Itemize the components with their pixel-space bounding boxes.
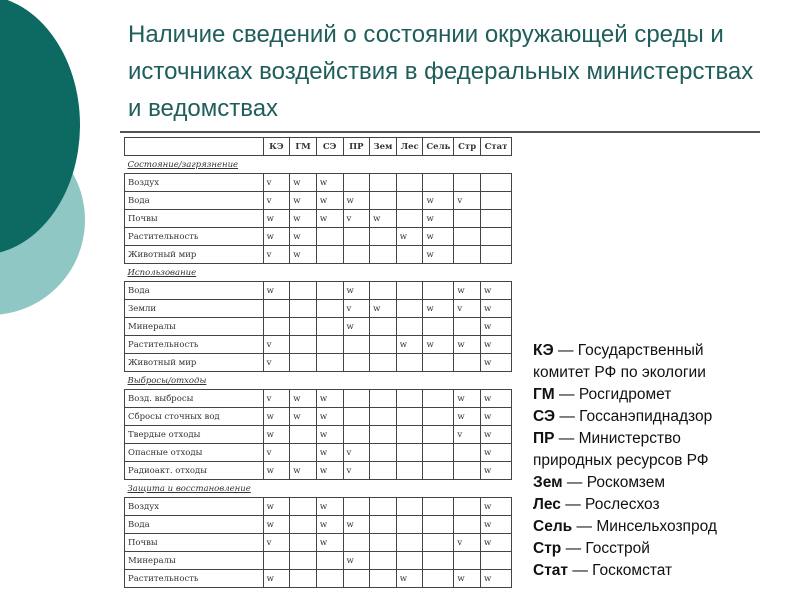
mark-cell: w [454, 570, 481, 588]
mark-cell [480, 228, 511, 246]
table-row [125, 300, 512, 318]
mark-cell [343, 390, 370, 408]
row-label: Минералы [125, 552, 264, 570]
mark-cell: w [480, 282, 511, 300]
table-row [125, 534, 512, 552]
row-label: Вода [125, 282, 264, 300]
row-label: Растительность [125, 570, 264, 588]
mark-cell [396, 300, 423, 318]
row-label: Минералы [125, 318, 264, 336]
mark-cell [396, 408, 423, 426]
header-cell: Лес [396, 138, 423, 156]
table-row [125, 552, 512, 570]
table-row [125, 282, 512, 300]
mark-cell [396, 192, 423, 210]
legend-text: — Росгидромет [559, 386, 672, 403]
legend-text: — Госстрой [565, 540, 650, 557]
legend-line [533, 538, 795, 560]
mark-cell [396, 354, 423, 372]
mark-cell: w [316, 462, 343, 480]
mark-cell [290, 282, 317, 300]
mark-cell [316, 246, 343, 264]
header-cell-empty [125, 138, 264, 156]
table-row [125, 426, 512, 444]
header-cell: КЭ [263, 138, 290, 156]
row-label: Опасные отходы [125, 444, 264, 462]
table-row [125, 462, 512, 480]
mark-cell: w [343, 192, 370, 210]
mark-cell: w [480, 534, 511, 552]
mark-cell: v [343, 300, 370, 318]
table-row [125, 516, 512, 534]
mark-cell [370, 552, 397, 570]
legend-abbr: ГМ [533, 386, 555, 403]
mark-cell: w [316, 390, 343, 408]
mark-cell: w [480, 462, 511, 480]
section-row [125, 480, 512, 498]
mark-cell: v [263, 174, 290, 192]
mark-cell: w [263, 516, 290, 534]
mark-cell [454, 498, 481, 516]
mark-cell [423, 282, 454, 300]
mark-cell: w [423, 228, 454, 246]
mark-cell: w [480, 408, 511, 426]
header-cell: Сель [423, 138, 454, 156]
mark-cell [290, 336, 317, 354]
title-divider [120, 131, 760, 133]
mark-cell [480, 552, 511, 570]
section-row [125, 372, 512, 390]
section-label: Защита и восстановление [125, 480, 512, 498]
mark-cell [454, 354, 481, 372]
mark-cell [370, 390, 397, 408]
legend-line [533, 406, 795, 428]
row-label: Вода [125, 192, 264, 210]
mark-cell [370, 462, 397, 480]
mark-cell: w [480, 318, 511, 336]
legend-abbr: СЭ [533, 408, 556, 425]
section-row [125, 156, 512, 174]
mark-cell: w [316, 210, 343, 228]
mark-cell: v [343, 444, 370, 462]
mark-cell [396, 210, 423, 228]
mark-cell: w [370, 210, 397, 228]
section-row [125, 264, 512, 282]
mark-cell [423, 444, 454, 462]
mark-cell [263, 300, 290, 318]
mark-cell [396, 534, 423, 552]
mark-cell: v [343, 462, 370, 480]
row-label: Возд. выбросы [125, 390, 264, 408]
mark-cell: w [480, 570, 511, 588]
mark-cell: w [480, 426, 511, 444]
table-row [125, 228, 512, 246]
mark-cell: w [423, 210, 454, 228]
mark-cell [370, 426, 397, 444]
mark-cell [343, 174, 370, 192]
mark-cell: w [316, 516, 343, 534]
row-label: Воздух [125, 174, 264, 192]
mark-cell [370, 444, 397, 462]
mark-cell: w [263, 282, 290, 300]
mark-cell: w [396, 228, 423, 246]
mark-cell: w [316, 408, 343, 426]
mark-cell [370, 570, 397, 588]
mark-cell [343, 534, 370, 552]
legend-text: — Рослесхоз [565, 496, 660, 513]
mark-cell: w [454, 390, 481, 408]
mark-cell [290, 534, 317, 552]
mark-cell: v [263, 246, 290, 264]
mark-cell: w [263, 498, 290, 516]
mark-cell: w [480, 300, 511, 318]
mark-cell: w [290, 192, 317, 210]
mark-cell [370, 282, 397, 300]
mark-cell [343, 408, 370, 426]
mark-cell: w [263, 426, 290, 444]
mark-cell [343, 246, 370, 264]
table-row [125, 174, 512, 192]
mark-cell [343, 228, 370, 246]
legend-line [533, 472, 795, 494]
mark-cell: w [316, 534, 343, 552]
mark-cell [423, 516, 454, 534]
table-row [125, 408, 512, 426]
mark-cell: w [263, 408, 290, 426]
mark-cell: v [454, 534, 481, 552]
mark-cell [370, 354, 397, 372]
mark-cell [454, 552, 481, 570]
legend-line [533, 362, 795, 384]
header-cell: Стр [454, 138, 481, 156]
mark-cell: w [343, 516, 370, 534]
table-row [125, 390, 512, 408]
legend-line [533, 560, 795, 582]
mark-cell: w [480, 354, 511, 372]
mark-cell [480, 192, 511, 210]
legend-abbr: Стат [533, 562, 568, 579]
mark-cell: w [396, 570, 423, 588]
row-label: Земли [125, 300, 264, 318]
mark-cell [290, 552, 317, 570]
legend-text: комитет РФ по экологии [533, 364, 706, 381]
mark-cell [370, 246, 397, 264]
mark-cell [343, 498, 370, 516]
row-label: Животный мир [125, 354, 264, 372]
mark-cell [423, 534, 454, 552]
mark-cell [316, 318, 343, 336]
mark-cell: w [454, 408, 481, 426]
mark-cell: v [454, 300, 481, 318]
mark-cell: v [263, 390, 290, 408]
mark-cell: v [263, 192, 290, 210]
mark-cell [423, 408, 454, 426]
mark-cell: w [290, 174, 317, 192]
mark-cell [396, 552, 423, 570]
legend-text: — Министерство [558, 430, 681, 447]
table-row [125, 210, 512, 228]
mark-cell: w [343, 282, 370, 300]
table-row [125, 336, 512, 354]
mark-cell [423, 498, 454, 516]
section-label: Использование [125, 264, 512, 282]
table-header-row [125, 138, 512, 156]
header-cell: Зем [370, 138, 397, 156]
mark-cell: w [290, 390, 317, 408]
row-label: Почвы [125, 534, 264, 552]
header-cell: ГМ [290, 138, 317, 156]
mark-cell: v [454, 426, 481, 444]
mark-cell [370, 174, 397, 192]
row-label: Твердые отходы [125, 426, 264, 444]
mark-cell: w [343, 552, 370, 570]
legend-abbr: ПР [533, 430, 555, 447]
mark-cell [396, 498, 423, 516]
mark-cell [423, 426, 454, 444]
mark-cell [480, 246, 511, 264]
mark-cell [290, 444, 317, 462]
mark-cell [396, 516, 423, 534]
mark-cell: w [263, 228, 290, 246]
mark-cell: v [263, 336, 290, 354]
mark-cell [290, 318, 317, 336]
mark-cell [396, 282, 423, 300]
mark-cell: w [480, 444, 511, 462]
mark-cell: w [316, 426, 343, 444]
legend-text: природных ресурсов РФ [533, 452, 709, 469]
mark-cell [370, 516, 397, 534]
row-label: Воздух [125, 498, 264, 516]
row-label: Растительность [125, 336, 264, 354]
mark-cell [423, 390, 454, 408]
mark-cell: w [396, 336, 423, 354]
mark-cell: w [370, 300, 397, 318]
mark-cell: w [290, 210, 317, 228]
section-label: Выбросы/отходы [125, 372, 512, 390]
mark-cell: w [480, 336, 511, 354]
mark-cell: w [454, 336, 481, 354]
mark-cell: w [423, 336, 454, 354]
table-row [125, 570, 512, 588]
mark-cell [370, 228, 397, 246]
mark-cell: w [290, 462, 317, 480]
table-row [125, 444, 512, 462]
mark-cell: w [263, 462, 290, 480]
mark-cell [370, 534, 397, 552]
mark-cell [480, 174, 511, 192]
mark-cell [396, 426, 423, 444]
mark-cell: w [454, 282, 481, 300]
mark-cell [370, 336, 397, 354]
legend-line [533, 340, 795, 362]
mark-cell [290, 498, 317, 516]
mark-cell [396, 462, 423, 480]
row-label: Сбросы сточных вод [125, 408, 264, 426]
mark-cell [396, 318, 423, 336]
mark-cell [396, 246, 423, 264]
mark-cell [263, 552, 290, 570]
mark-cell [454, 228, 481, 246]
mark-cell [370, 192, 397, 210]
mark-cell: w [290, 228, 317, 246]
legend [533, 340, 795, 582]
mark-cell: v [263, 354, 290, 372]
legend-line [533, 384, 795, 406]
mark-cell [370, 318, 397, 336]
mark-cell: w [263, 210, 290, 228]
mark-cell [423, 552, 454, 570]
mark-cell [316, 228, 343, 246]
header-cell: ПР [343, 138, 370, 156]
mark-cell [343, 336, 370, 354]
slide-title: Наличие сведений о состоянии окружающей среды и источниках воздействия в федеральных министерствах и ведомствах [128, 21, 754, 122]
legend-abbr: Лес [533, 496, 561, 513]
table-row [125, 354, 512, 372]
mark-cell [343, 570, 370, 588]
data-table-container [124, 137, 514, 600]
header-cell: СЭ [316, 138, 343, 156]
mark-cell: w [423, 300, 454, 318]
section-label: Состояние/загрязнение [125, 156, 512, 174]
mark-cell: w [480, 516, 511, 534]
legend-abbr: Стр [533, 540, 562, 557]
legend-abbr: Сель [533, 518, 573, 535]
row-label: Животный мир [125, 246, 264, 264]
mark-cell [396, 390, 423, 408]
mark-cell [454, 210, 481, 228]
mark-cell [370, 408, 397, 426]
legend-text: — Минсельхозпрод [576, 518, 717, 535]
mark-cell [423, 462, 454, 480]
mark-cell [396, 174, 423, 192]
mark-cell [396, 444, 423, 462]
mark-cell: w [316, 192, 343, 210]
mark-cell: w [316, 498, 343, 516]
legend-text: — Госсанэпиднадзор [559, 408, 713, 425]
mark-cell: w [263, 570, 290, 588]
mark-cell [316, 336, 343, 354]
mark-cell: w [290, 246, 317, 264]
mark-cell [423, 354, 454, 372]
row-label: Почвы [125, 210, 264, 228]
mark-cell [480, 210, 511, 228]
row-label: Растительность [125, 228, 264, 246]
mark-cell: w [343, 318, 370, 336]
mark-cell [454, 516, 481, 534]
row-label: Радиоакт. отходы [125, 462, 264, 480]
mark-cell [454, 318, 481, 336]
mark-cell [423, 174, 454, 192]
mark-cell [423, 318, 454, 336]
mark-cell [423, 570, 454, 588]
mark-cell [454, 174, 481, 192]
mark-cell [316, 300, 343, 318]
mark-cell [290, 570, 317, 588]
mark-cell: w [423, 246, 454, 264]
table-row [125, 192, 512, 210]
mark-cell [343, 354, 370, 372]
legend-text: — Роскомзем [566, 474, 666, 491]
mark-cell: v [454, 192, 481, 210]
table-row [125, 246, 512, 264]
mark-cell [370, 498, 397, 516]
mark-cell [454, 462, 481, 480]
mark-cell [343, 426, 370, 444]
mark-cell [316, 282, 343, 300]
mark-cell [454, 444, 481, 462]
mark-cell: w [316, 444, 343, 462]
mark-cell: v [263, 534, 290, 552]
legend-line [533, 450, 795, 472]
legend-abbr: КЭ [533, 342, 554, 359]
mark-cell [290, 354, 317, 372]
mark-cell: w [480, 390, 511, 408]
mark-cell [290, 426, 317, 444]
mark-cell: w [290, 408, 317, 426]
mark-cell [316, 552, 343, 570]
legend-line [533, 516, 795, 538]
data-table [124, 137, 512, 588]
mark-cell [316, 570, 343, 588]
legend-abbr: Зем [533, 474, 563, 491]
mark-cell [290, 300, 317, 318]
legend-line [533, 428, 795, 450]
mark-cell: w [480, 498, 511, 516]
mark-cell: v [343, 210, 370, 228]
header-cell: Стат [480, 138, 511, 156]
mark-cell [454, 246, 481, 264]
mark-cell: w [316, 174, 343, 192]
mark-cell: v [263, 444, 290, 462]
mark-cell: w [423, 192, 454, 210]
legend-text: — Госкомстат [572, 562, 673, 579]
row-label: Вода [125, 516, 264, 534]
legend-text: — Государственный [558, 342, 704, 359]
mark-cell [290, 516, 317, 534]
legend-line [533, 494, 795, 516]
mark-cell [316, 354, 343, 372]
mark-cell [263, 318, 290, 336]
table-row [125, 318, 512, 336]
table-row [125, 498, 512, 516]
